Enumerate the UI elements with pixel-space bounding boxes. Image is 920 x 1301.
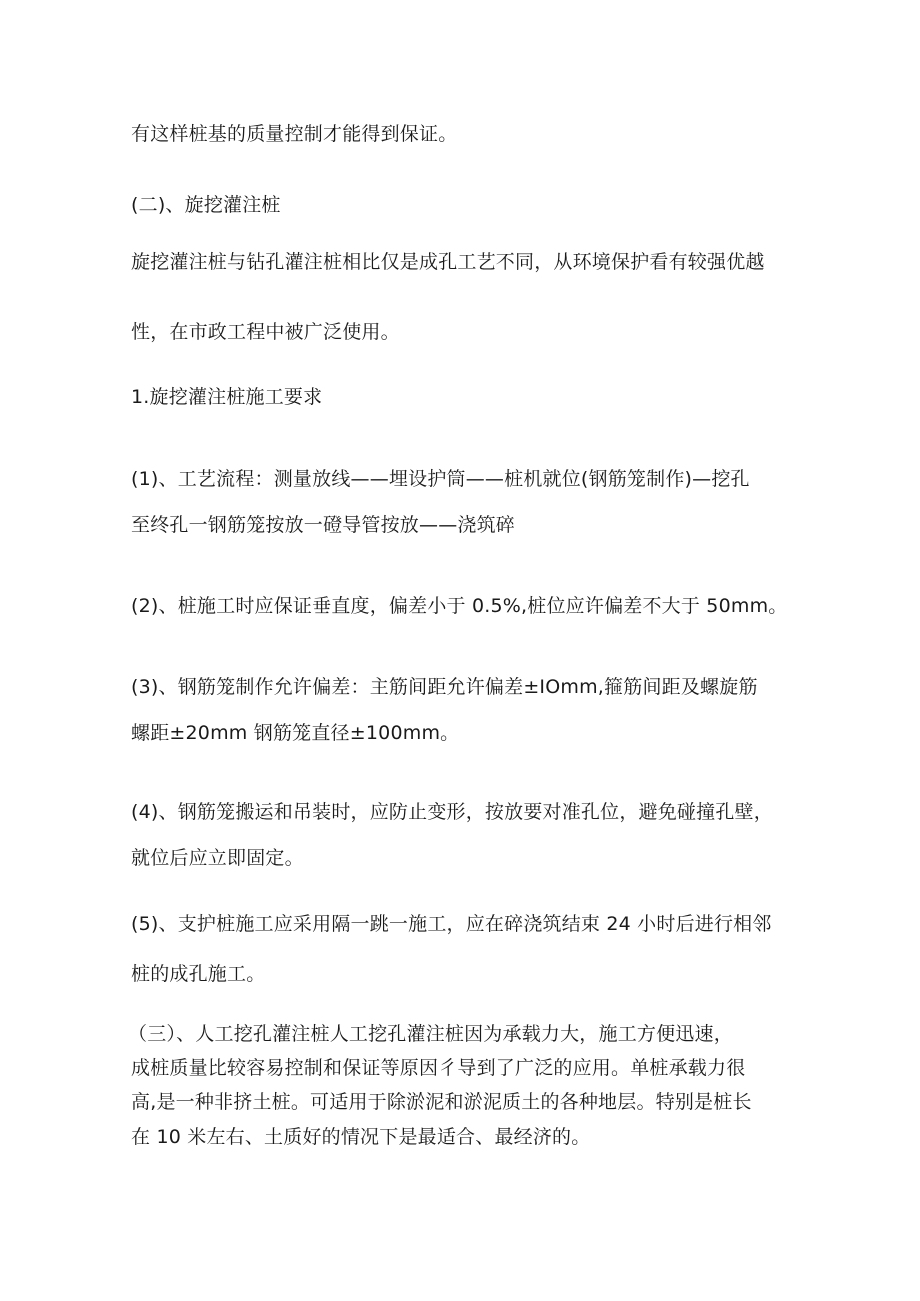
list-item-1-line-1: (1)、工艺流程：测量放线——埋设护筒——桩机就位(钢筋笼制作)—挖孔 xyxy=(131,468,750,490)
paragraph-line-1: 有这样桩基的质量控制才能得到保证。 xyxy=(131,123,458,145)
list-item-4-line-1: (4)、钢筋笼搬运和吊装时，应防止变形，按放要对准孔位，避免碰撞孔壁， xyxy=(131,801,773,823)
section-3-line-1: （三）、人工挖孔灌注桩人工挖孔灌注桩因为承载力大，施工方便迅速， xyxy=(128,1023,733,1045)
section-3-line-4: 在 10 米左右、土质好的情况下是最适合、最经济的。 xyxy=(131,1126,591,1148)
section-3-line-3: 高,是一种非挤土桩。可适用于除淤泥和淤泥质土的各种地层。特别是桩长 xyxy=(131,1091,752,1113)
subsection-heading-1: 1.旋挖灌注桩施工要求 xyxy=(131,386,323,408)
list-item-3-line-1: (3)、钢筋笼制作允许偏差：主筋间距允许偏差±IOmm,箍筋间距及螺旋筋 xyxy=(131,676,758,698)
list-item-5-line-2: 桩的成孔施工。 xyxy=(131,963,266,985)
list-item-5-line-1: (5)、支护桩施工应采用隔一跳一施工，应在碎浇筑结束 24 小时后进行相邻 xyxy=(131,913,772,935)
list-item-2: (2)、桩施工时应保证垂直度，偏差小于 0.5%,桩位应许偏差不大于 50mm。 xyxy=(131,595,788,617)
section-heading-2: (二)、旋挖灌注桩 xyxy=(131,194,281,216)
paragraph-line-3: 旋挖灌注桩与钻孔灌注桩相比仅是成孔工艺不同，从环境保护看有较强优越 xyxy=(131,251,765,273)
list-item-4-line-2: 就位后应立即固定。 xyxy=(131,847,304,869)
paragraph-line-4: 性，在市政工程中被广泛使用。 xyxy=(131,321,400,343)
section-3-line-2: 成桩质量比较容易控制和保证等原因彳导到了广泛的应用。单桩承载力很 xyxy=(131,1057,746,1079)
list-item-1-line-2: 至终孔一钢筋笼按放一磴导管按放——浇筑碎 xyxy=(131,514,516,536)
list-item-3-line-2: 螺距±20mm 钢筋笼直径±100mm。 xyxy=(131,722,460,744)
